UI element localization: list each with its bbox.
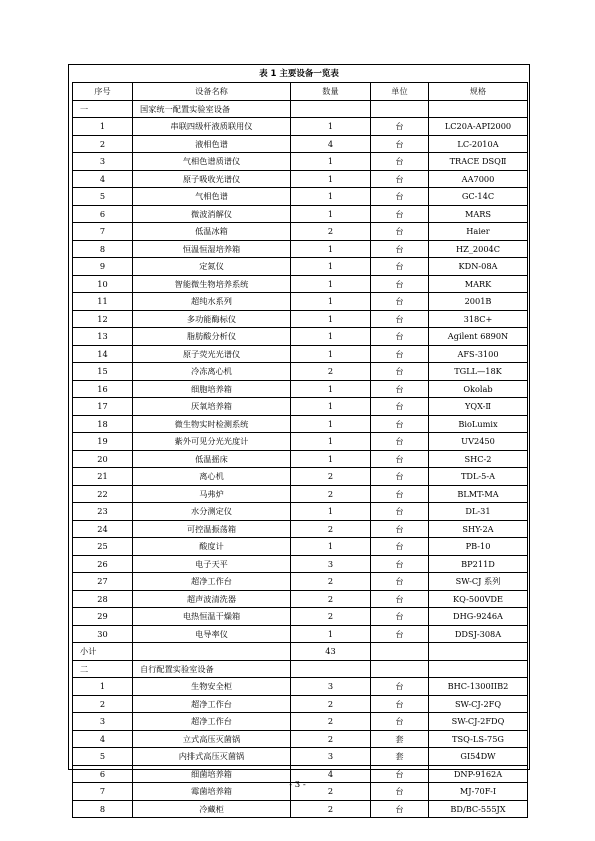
unit: 台 xyxy=(371,363,429,381)
quantity: 2 xyxy=(291,468,371,486)
row-index: 1 xyxy=(73,118,133,136)
unit: 台 xyxy=(371,118,429,136)
specification: MARK xyxy=(429,275,528,293)
quantity: 2 xyxy=(291,695,371,713)
quantity: 3 xyxy=(291,678,371,696)
equipment-name: 电热恒温干燥箱 xyxy=(133,608,291,626)
row-index: 3 xyxy=(73,713,133,731)
equipment-name: 立式高压灭菌锅 xyxy=(133,730,291,748)
unit: 台 xyxy=(371,205,429,223)
table-row xyxy=(73,135,528,153)
table-row xyxy=(73,468,528,486)
table-row xyxy=(73,275,528,293)
row-index: 5 xyxy=(73,748,133,766)
quantity: 2 xyxy=(291,730,371,748)
header-unit: 单位 xyxy=(371,83,429,101)
table-row xyxy=(73,555,528,573)
quantity: 1 xyxy=(291,258,371,276)
specification: BLMT-MA xyxy=(429,485,528,503)
equipment-name: 酸度计 xyxy=(133,538,291,556)
table-frame xyxy=(68,64,530,814)
table-row xyxy=(73,678,528,696)
unit: 台 xyxy=(371,555,429,573)
equipment-name: 原子荧光光谱仪 xyxy=(133,345,291,363)
row-index: 30 xyxy=(73,625,133,643)
specification: AFS-3100 xyxy=(429,345,528,363)
quantity: 2 xyxy=(291,573,371,591)
specification: TDL-5-A xyxy=(429,468,528,486)
specification: GC-14C xyxy=(429,188,528,206)
table-row xyxy=(73,485,528,503)
unit: 台 xyxy=(371,713,429,731)
specification: HZ_2004C xyxy=(429,240,528,258)
quantity: 1 xyxy=(291,538,371,556)
equipment-name: 内排式高压灭菌锅 xyxy=(133,748,291,766)
section-header-row xyxy=(73,100,528,118)
equipment-name: 低温冰箱 xyxy=(133,223,291,241)
table-row xyxy=(73,153,528,171)
specification: Haier xyxy=(429,223,528,241)
quantity: 1 xyxy=(291,380,371,398)
row-index: 7 xyxy=(73,783,133,801)
row-index: 12 xyxy=(73,310,133,328)
specification: TRACE DSQⅡ xyxy=(429,153,528,171)
table-row xyxy=(73,328,528,346)
equipment-name: 冷藏柜 xyxy=(133,800,291,818)
row-index: 18 xyxy=(73,415,133,433)
unit: 台 xyxy=(371,695,429,713)
equipment-name: 超净工作台 xyxy=(133,695,291,713)
specification: Agilent 6890N xyxy=(429,328,528,346)
unit: 台 xyxy=(371,258,429,276)
table-body xyxy=(73,100,528,818)
equipment-name: 水分测定仪 xyxy=(133,503,291,521)
row-index: 23 xyxy=(73,503,133,521)
subtotal-row xyxy=(73,643,528,661)
section-index: 一 xyxy=(73,100,133,118)
header-quantity: 数量 xyxy=(291,83,371,101)
table-row xyxy=(73,170,528,188)
equipment-name: 细胞培养箱 xyxy=(133,380,291,398)
specification: SHY-2A xyxy=(429,520,528,538)
specification: AA7000 xyxy=(429,170,528,188)
unit: 台 xyxy=(371,678,429,696)
table-row xyxy=(73,398,528,416)
quantity: 1 xyxy=(291,625,371,643)
quantity: 3 xyxy=(291,748,371,766)
unit: 台 xyxy=(371,398,429,416)
equipment-name: 超声波清洗器 xyxy=(133,590,291,608)
quantity: 1 xyxy=(291,153,371,171)
equipment-name: 超净工作台 xyxy=(133,713,291,731)
table-row xyxy=(73,363,528,381)
specification: TSQ-LS-75G xyxy=(429,730,528,748)
header-index: 序号 xyxy=(73,83,133,101)
empty-cell xyxy=(371,643,429,661)
row-index: 28 xyxy=(73,590,133,608)
row-index: 1 xyxy=(73,678,133,696)
equipment-name: 恒温恒湿培养箱 xyxy=(133,240,291,258)
row-index: 15 xyxy=(73,363,133,381)
row-index: 11 xyxy=(73,293,133,311)
unit: 台 xyxy=(371,538,429,556)
quantity: 1 xyxy=(291,398,371,416)
unit: 套 xyxy=(371,730,429,748)
specification: DNP-9162A xyxy=(429,765,528,783)
specification: DL-31 xyxy=(429,503,528,521)
equipment-name: 原子吸收光谱仪 xyxy=(133,170,291,188)
row-index: 14 xyxy=(73,345,133,363)
table-row xyxy=(73,188,528,206)
table-row xyxy=(73,520,528,538)
quantity: 1 xyxy=(291,433,371,451)
table-row xyxy=(73,293,528,311)
unit: 台 xyxy=(371,468,429,486)
table-row xyxy=(73,590,528,608)
specification: 2001B xyxy=(429,293,528,311)
quantity: 2 xyxy=(291,800,371,818)
unit: 台 xyxy=(371,503,429,521)
unit: 台 xyxy=(371,520,429,538)
quantity: 2 xyxy=(291,783,371,801)
equipment-name: 微波消解仪 xyxy=(133,205,291,223)
equipment-table xyxy=(72,82,528,818)
specification: Okolab xyxy=(429,380,528,398)
row-index: 17 xyxy=(73,398,133,416)
row-index: 4 xyxy=(73,730,133,748)
specification: MARS xyxy=(429,205,528,223)
quantity: 2 xyxy=(291,713,371,731)
specification: LC20A-API2000 xyxy=(429,118,528,136)
specification: BP211D xyxy=(429,555,528,573)
section-index: 二 xyxy=(73,660,133,678)
equipment-name: 离心机 xyxy=(133,468,291,486)
row-index: 8 xyxy=(73,240,133,258)
empty-cell xyxy=(133,643,291,661)
table-row xyxy=(73,240,528,258)
header-spec: 规格 xyxy=(429,83,528,101)
specification: SW-CJ-2FDQ xyxy=(429,713,528,731)
unit: 台 xyxy=(371,800,429,818)
row-index: 5 xyxy=(73,188,133,206)
equipment-name: 串联四级杆液质联用仪 xyxy=(133,118,291,136)
table-row xyxy=(73,538,528,556)
specification: LC-2010A xyxy=(429,135,528,153)
subtotal-label: 小计 xyxy=(73,643,133,661)
unit: 台 xyxy=(371,415,429,433)
specification: SHC-2 xyxy=(429,450,528,468)
specification: SW-CJ-2FQ xyxy=(429,695,528,713)
unit: 台 xyxy=(371,380,429,398)
equipment-name: 可控温振荡箱 xyxy=(133,520,291,538)
unit: 台 xyxy=(371,188,429,206)
row-index: 3 xyxy=(73,153,133,171)
row-index: 20 xyxy=(73,450,133,468)
equipment-name: 脂肪酸分析仪 xyxy=(133,328,291,346)
table-row xyxy=(73,625,528,643)
quantity: 3 xyxy=(291,555,371,573)
table-row xyxy=(73,223,528,241)
empty-cell xyxy=(291,100,371,118)
specification: TGLL—18K xyxy=(429,363,528,381)
specification: MJ-70F-I xyxy=(429,783,528,801)
equipment-name: 超净工作台 xyxy=(133,573,291,591)
unit: 台 xyxy=(371,293,429,311)
quantity: 2 xyxy=(291,520,371,538)
row-index: 19 xyxy=(73,433,133,451)
quantity: 1 xyxy=(291,450,371,468)
row-index: 6 xyxy=(73,765,133,783)
equipment-name: 智能微生物培养系统 xyxy=(133,275,291,293)
empty-cell xyxy=(371,100,429,118)
table-row xyxy=(73,415,528,433)
specification: PB-10 xyxy=(429,538,528,556)
specification: DDSJ-308A xyxy=(429,625,528,643)
quantity: 1 xyxy=(291,170,371,188)
subtotal-value: 43 xyxy=(291,643,371,661)
table-row xyxy=(73,345,528,363)
unit: 台 xyxy=(371,783,429,801)
row-index: 24 xyxy=(73,520,133,538)
section-title: 国家统一配置实验室设备 xyxy=(133,100,291,118)
table-row xyxy=(73,310,528,328)
table-row xyxy=(73,748,528,766)
quantity: 1 xyxy=(291,310,371,328)
equipment-name: 电子天平 xyxy=(133,555,291,573)
equipment-name: 多功能酶标仪 xyxy=(133,310,291,328)
equipment-name: 微生物实时检测系统 xyxy=(133,415,291,433)
specification: 318C+ xyxy=(429,310,528,328)
row-index: 4 xyxy=(73,170,133,188)
quantity: 1 xyxy=(291,293,371,311)
empty-cell xyxy=(429,100,528,118)
row-index: 13 xyxy=(73,328,133,346)
unit: 台 xyxy=(371,310,429,328)
specification: UV2450 xyxy=(429,433,528,451)
quantity: 1 xyxy=(291,240,371,258)
unit: 台 xyxy=(371,625,429,643)
unit: 台 xyxy=(371,608,429,626)
specification: KQ-500VDE xyxy=(429,590,528,608)
empty-cell xyxy=(429,660,528,678)
row-index: 9 xyxy=(73,258,133,276)
specification: YQX-Ⅱ xyxy=(429,398,528,416)
equipment-name: 液相色谱 xyxy=(133,135,291,153)
unit: 台 xyxy=(371,590,429,608)
quantity: 1 xyxy=(291,328,371,346)
specification: SW-CJ 系列 xyxy=(429,573,528,591)
specification: BD/BC-555JX xyxy=(429,800,528,818)
unit: 台 xyxy=(371,223,429,241)
equipment-name: 生物安全柜 xyxy=(133,678,291,696)
unit: 台 xyxy=(371,765,429,783)
quantity: 4 xyxy=(291,765,371,783)
page-number: - 3 - xyxy=(289,780,306,790)
equipment-name: 马弗炉 xyxy=(133,485,291,503)
unit: 台 xyxy=(371,573,429,591)
equipment-name: 电导率仪 xyxy=(133,625,291,643)
quantity: 1 xyxy=(291,118,371,136)
table-row xyxy=(73,450,528,468)
table-row xyxy=(73,573,528,591)
equipment-name: 细菌培养箱 xyxy=(133,765,291,783)
equipment-name: 厌氧培养箱 xyxy=(133,398,291,416)
table-row xyxy=(73,380,528,398)
table-row xyxy=(73,258,528,276)
table-row xyxy=(73,205,528,223)
row-index: 2 xyxy=(73,695,133,713)
row-index: 7 xyxy=(73,223,133,241)
table-row xyxy=(73,713,528,731)
empty-cell xyxy=(291,660,371,678)
table-row xyxy=(73,503,528,521)
empty-cell xyxy=(429,643,528,661)
row-index: 10 xyxy=(73,275,133,293)
equipment-name: 气相色谱质谱仪 xyxy=(133,153,291,171)
unit: 套 xyxy=(371,748,429,766)
equipment-name: 紫外可见分光光度计 xyxy=(133,433,291,451)
specification: BioLumix xyxy=(429,415,528,433)
unit: 台 xyxy=(371,485,429,503)
row-index: 21 xyxy=(73,468,133,486)
equipment-name: 定氮仪 xyxy=(133,258,291,276)
row-index: 27 xyxy=(73,573,133,591)
specification: DHG-9246A xyxy=(429,608,528,626)
equipment-name: 冷冻离心机 xyxy=(133,363,291,381)
quantity: 2 xyxy=(291,363,371,381)
quantity: 1 xyxy=(291,415,371,433)
unit: 台 xyxy=(371,275,429,293)
row-index: 25 xyxy=(73,538,133,556)
quantity: 4 xyxy=(291,135,371,153)
quantity: 1 xyxy=(291,188,371,206)
unit: 台 xyxy=(371,135,429,153)
quantity: 1 xyxy=(291,275,371,293)
quantity: 2 xyxy=(291,485,371,503)
equipment-name: 低温摇床 xyxy=(133,450,291,468)
section-title: 自行配置实验室设备 xyxy=(133,660,291,678)
row-index: 6 xyxy=(73,205,133,223)
quantity: 1 xyxy=(291,205,371,223)
table-row xyxy=(73,433,528,451)
unit: 台 xyxy=(371,433,429,451)
table-caption: 表 1 主要设备一览表 xyxy=(259,69,339,79)
quantity: 2 xyxy=(291,223,371,241)
row-index: 2 xyxy=(73,135,133,153)
specification: GI54DW xyxy=(429,748,528,766)
row-index: 16 xyxy=(73,380,133,398)
specification: BHC-1300IIB2 xyxy=(429,678,528,696)
row-index: 29 xyxy=(73,608,133,626)
table-row xyxy=(73,118,528,136)
quantity: 2 xyxy=(291,608,371,626)
table-row xyxy=(73,608,528,626)
quantity: 1 xyxy=(291,345,371,363)
quantity: 2 xyxy=(291,590,371,608)
table-row xyxy=(73,800,528,818)
equipment-name: 超纯水系列 xyxy=(133,293,291,311)
unit: 台 xyxy=(371,153,429,171)
unit: 台 xyxy=(371,328,429,346)
quantity: 1 xyxy=(291,503,371,521)
equipment-name: 霉菌培养箱 xyxy=(133,783,291,801)
table-row xyxy=(73,695,528,713)
empty-cell xyxy=(371,660,429,678)
row-index: 8 xyxy=(73,800,133,818)
table-header-row xyxy=(73,83,528,101)
equipment-name: 气相色谱 xyxy=(133,188,291,206)
unit: 台 xyxy=(371,240,429,258)
row-index: 26 xyxy=(73,555,133,573)
unit: 台 xyxy=(371,170,429,188)
unit: 台 xyxy=(371,450,429,468)
row-index: 22 xyxy=(73,485,133,503)
unit: 台 xyxy=(371,345,429,363)
table-row xyxy=(73,730,528,748)
specification: KDN-08A xyxy=(429,258,528,276)
section-header-row xyxy=(73,660,528,678)
header-name: 设备名称 xyxy=(133,83,291,101)
